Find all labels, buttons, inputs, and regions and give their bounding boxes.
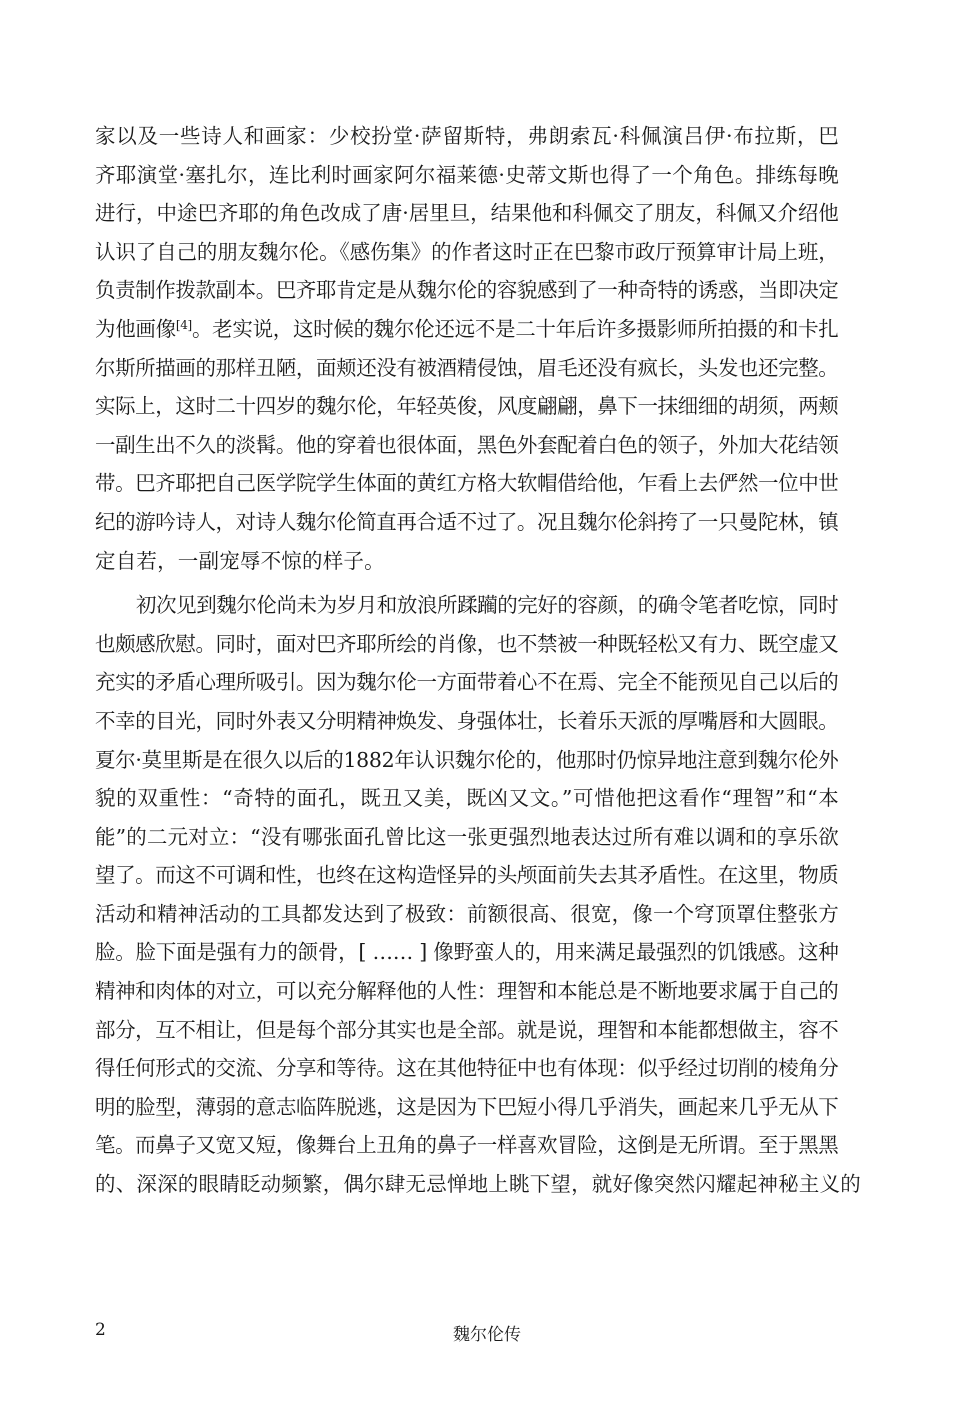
text-line: 部分，互不相让，但是每个部分其实也是全部。就是说，理智和本能都想做主，容不 bbox=[95, 1017, 839, 1042]
text-line: 笔。而鼻子又宽又短，像舞台上丑角的鼻子一样喜欢冒险，这倒是无所谓。至于黑黑 bbox=[95, 1133, 839, 1158]
text-line: 明的脸型，薄弱的意志临阵脱逃，这是因为下巴短小得几乎消失，画起来几乎无从下 bbox=[95, 1094, 839, 1119]
text-line: 一副生出不久的淡髯。他的穿着也很体面，黑色外套配着白色的领子，外加大花结领 bbox=[95, 432, 839, 457]
text-line: 貌的双重性：“奇特的面孔，既丑又美，既凶又文。”可惜他把这看作“理智”和“本 bbox=[95, 786, 840, 811]
text-line: 齐耶演堂·塞扎尔，连比利时画家阿尔福莱德·史蒂文斯也得了一个角色。排练每晚 bbox=[95, 162, 840, 187]
text-line: 夏尔·莫里斯是在很久以后的1882年认识魏尔伦的，他那时仍惊异地注意到魏尔伦外 bbox=[95, 747, 839, 772]
text-line: 带。巴齐耶把自己医学院学生体面的黄红方格大软帽借给他，乍看上去俨然一位中世 bbox=[95, 471, 839, 496]
text-line: 活动和精神活动的工具都发达到了极致：前额很高、很宽，像一个穹顶罩住整张方 bbox=[95, 901, 839, 926]
text-line: 认识了自己的朋友魏尔伦。《感伤集》的作者这时正在巴黎市政厅预算审计局上班， bbox=[95, 239, 839, 264]
text-line: 望了。而这不可调和性，也终在这构造怪异的头颅面前失去其矛盾性。在这里，物质 bbox=[95, 863, 839, 888]
text-line: 也颇感欣慰。同时，面对巴齐耶所绘的肖像，也不禁被一种既轻松又有力、既空虚又 bbox=[95, 631, 839, 656]
text-line: 得任何形式的交流、分享和等待。这在其他特征中也有体现：似乎经过切削的棱角分 bbox=[95, 1056, 839, 1081]
text-line: 的、深深的眼睛眨动频繁，偶尔肆无忌惮地上眺下望，就好像突然闪耀起神秘主义的 bbox=[95, 1172, 861, 1197]
text-line: 不幸的目光，同时外表又分明精神焕发、身强体壮，长着乐天派的厚嘴唇和大圆眼。 bbox=[95, 708, 839, 733]
page-footer bbox=[0, 1320, 974, 1350]
text-line: 定自若，一副宠辱不惊的样子。 bbox=[95, 548, 385, 573]
text-line: 尔斯所描画的那样丑陋，面颊还没有被酒精侵蚀，眉毛还没有疯长，头发也还完整。 bbox=[95, 355, 839, 380]
body-text bbox=[95, 117, 861, 1204]
text-line: 充实的矛盾心理所吸引。因为魏尔伦一方面带着心不在焉、完全不能预见自己以后的 bbox=[95, 670, 839, 695]
paragraph-2 bbox=[95, 586, 861, 1204]
text-line: 负责制作拨款副本。巴齐耶肯定是从魏尔伦的容貌感到了一种奇特的诱惑，当即决定 bbox=[95, 278, 839, 303]
footnote-reference[interactable]: [4] bbox=[175, 317, 192, 332]
text-line: 能”的二元对立：“没有哪张面孔曾比这一张更强烈地表达过所有难以调和的享乐欲 bbox=[95, 824, 839, 849]
text-line: 脸。脸下面是强有力的颌骨，[ …… ] 像野蛮人的，用来满足最强烈的饥饿感。这种 bbox=[95, 940, 839, 965]
text-segment: 。老实说，这时候的魏尔伦还远不是二十年后许多摄影师所拍摄的和卡扎 bbox=[191, 316, 839, 341]
page-number: 2 bbox=[95, 1320, 106, 1340]
running-title: 魏尔伦传 bbox=[453, 1325, 521, 1345]
text-line: 精神和肉体的对立，可以充分解释他的人性：理智和本能总是不断地要求属于自己的 bbox=[95, 979, 839, 1004]
text-line: 进行，中途巴齐耶的角色改成了唐·居里旦，结果他和科佩交了朋友，科佩又介绍他 bbox=[95, 201, 839, 226]
text-line: 纪的游吟诗人，对诗人魏尔伦简直再合适不过了。况且魏尔伦斜挎了一只曼陀林，镇 bbox=[95, 509, 839, 534]
text-line-with-footnote bbox=[95, 310, 861, 349]
paragraph-1 bbox=[95, 117, 861, 580]
text-line: 实际上，这时二十四岁的魏尔伦，年轻英俊，风度翩翩，鼻下一抹细细的胡须，两颊 bbox=[95, 394, 839, 419]
text-segment: 为他画像 bbox=[95, 316, 176, 341]
text-line: 家以及一些诗人和画家：少校扮堂·萨留斯特，弗朗索瓦·科佩演吕伊·布拉斯，巴 bbox=[95, 124, 840, 148]
text-line: 初次见到魏尔伦尚未为岁月和放浪所蹂躏的完好的容颜，的确令笔者吃惊，同时 bbox=[136, 593, 839, 618]
